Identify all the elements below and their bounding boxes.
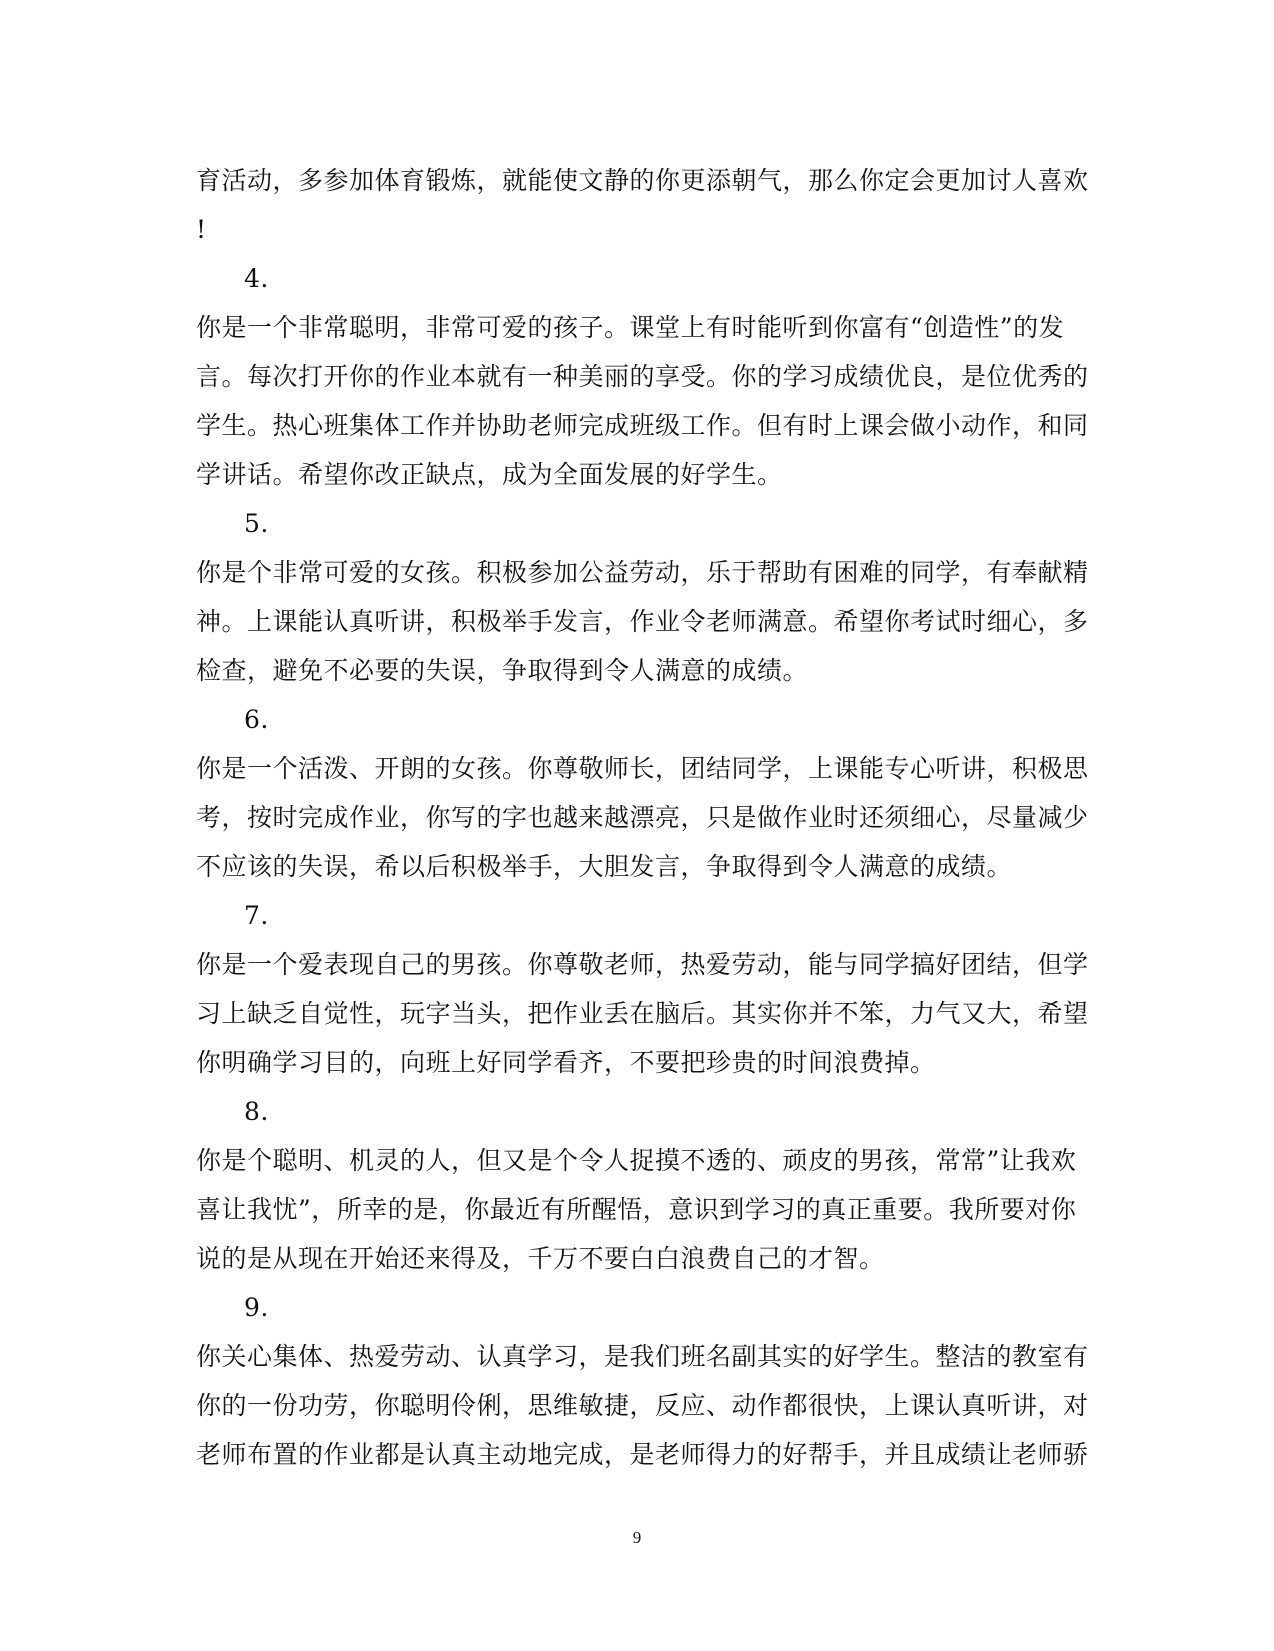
text-line: 你明确学习目的，向班上好同学看齐，不要把珍贵的时间浪费掉。 [196, 1048, 936, 1077]
text-line: 育活动，多参加体育锻炼，就能使文静的你更添朝气，那么你定会更加讨人喜欢 [196, 166, 1089, 195]
text-line: 言。每次打开你的作业本就有一种美丽的享受。你的学习成绩优良，是位优秀的 [196, 362, 1089, 391]
text-line: 学生。热心班集体工作并协助老师完成班级工作。但有时上课会做小动作，和同 [196, 411, 1089, 440]
text-line: 你关心集体、热爱劳动、认真学习，是我们班名副其实的好学生。整洁的教室有 [196, 1342, 1089, 1371]
item-number: 8. [244, 1097, 269, 1126]
text-line: ! [196, 215, 207, 244]
text-line: 神。上课能认真听讲，积极举手发言，作业令老师满意。希望你考试时细心，多 [196, 607, 1089, 636]
item-number: 4. [244, 264, 269, 293]
text-line: 学讲话。希望你改正缺点，成为全面发展的好学生。 [196, 460, 783, 489]
page-number: 9 [632, 1528, 642, 1547]
item-number: 5. [244, 509, 269, 538]
text-line: 你是个聪明、机灵的人，但又是个令人捉摸不透的、顽皮的男孩，常常”让我欢 [196, 1146, 1077, 1175]
text-line: 你是一个非常聪明，非常可爱的孩子。课堂上有时能听到你富有“创造性”的发 [196, 313, 1065, 342]
item-number: 6. [244, 705, 269, 734]
item-number: 9. [244, 1293, 269, 1322]
text-line: 你的一份功劳，你聪明伶俐，思维敏捷，反应、动作都很快，上课认真听讲，对 [196, 1391, 1089, 1420]
document-body [196, 156, 1089, 1479]
text-line: 不应该的失误，希以后积极举手，大胆发言，争取得到令人满意的成绩。 [196, 852, 1013, 881]
text-line: 你是一个爱表现自己的男孩。你尊敬老师，热爱劳动，能与同学搞好团结，但学 [196, 950, 1089, 979]
text-line: 老师布置的作业都是认真主动地完成，是老师得力的好帮手，并且成绩让老师骄 [196, 1440, 1089, 1469]
text-line: 你是一个活泼、开朗的女孩。你尊敬师长，团结同学，上课能专心听讲，积极思 [196, 754, 1089, 783]
text-line: 考，按时完成作业，你写的字也越来越漂亮，只是做作业时还须细心，尽量减少 [196, 803, 1089, 832]
text-line: 喜让我忧”，所幸的是，你最近有所醒悟，意识到学习的真正重要。我所要对你 [196, 1195, 1077, 1224]
text-line: 习上缺乏自觉性，玩字当头，把作业丢在脑后。其实你并不笨，力气又大，希望 [196, 999, 1089, 1028]
text-line: 你是个非常可爱的女孩。积极参加公益劳动，乐于帮助有困难的同学，有奉献精 [196, 558, 1089, 587]
text-line: 检查，避免不必要的失误，争取得到令人满意的成绩。 [196, 656, 809, 685]
item-number: 7. [244, 901, 269, 930]
text-line: 说的是从现在开始还来得及，千万不要白白浪费自己的才智。 [196, 1244, 885, 1273]
